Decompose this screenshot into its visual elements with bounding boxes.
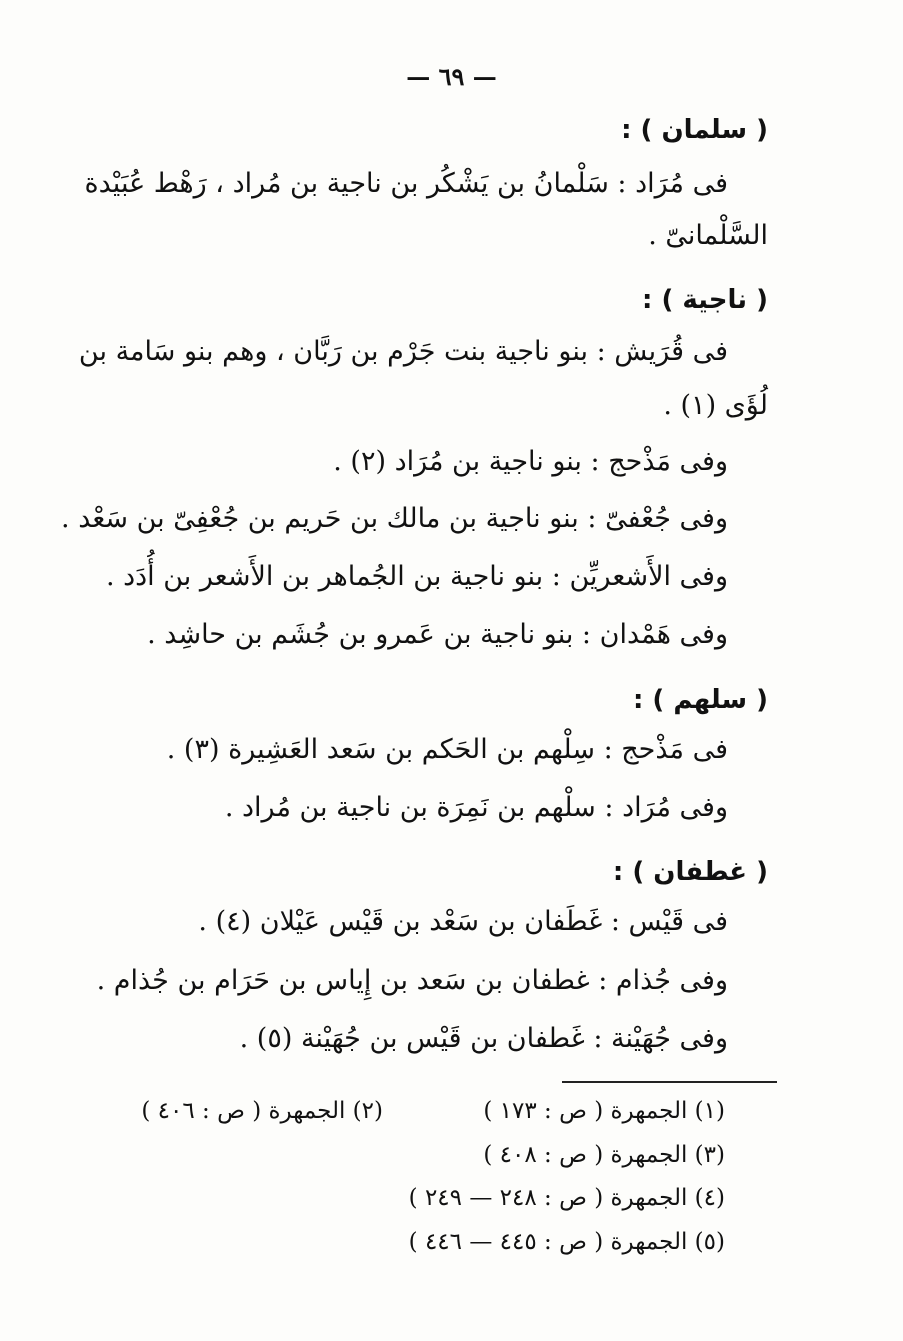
text-line: السَّلْمانىّ .: [648, 220, 768, 251]
text-line: وفى الأَشعريِّن : بنو ناجية بن الجُماهر بن الأَشعر بن أُدَد .: [105, 561, 728, 592]
text-line: فى مَذْحج : سِلْهم بن الحَكم بن سَعد العَشِيرة (٣) .: [166, 734, 728, 765]
text-line: وفى هَمْدان : بنو ناجية بن عَمرو بن جُشَم بن حاشِد .: [147, 619, 728, 650]
footnote-5: (٥) الجمهرة ( ص : ٤٤٥ — ٤٤٦ ): [408, 1229, 725, 1255]
text-line: فى قَيْس : غَطَفان بن سَعْد بن قَيْس عَيْلان (٤) .: [198, 906, 728, 937]
footnote-4: (٤) الجمهرة ( ص : ٢٤٨ — ٢٤٩ ): [408, 1185, 725, 1211]
section-heading-salman: ( سلمان ) :: [621, 115, 768, 145]
footnote-2: (٢) الجمهرة ( ص : ٤٠٦ ): [141, 1098, 383, 1124]
footnote-1: (١) الجمهرة ( ص : ١٧٣ ): [483, 1098, 725, 1124]
text-line: وفى مُرَاد : سلْهم بن نَمِرَة بن ناجية بن مُراد .: [224, 792, 728, 823]
page-number: — ٦٩ —: [406, 62, 497, 91]
text-line: وفى جُذام : غطفان بن سَعد بن إِياس بن حَرَام بن جُذام .: [96, 965, 728, 996]
text-line: لُؤَى (١) .: [663, 390, 768, 421]
text-line: فى مُرَاد : سَلْمانُ بن يَشْكُر بن ناجية بن مُراد ، رَهْط عُبَيْدة: [84, 168, 728, 199]
section-heading-najiya: ( ناجية ) :: [642, 285, 768, 315]
section-heading-salham: ( سلهم ) :: [632, 685, 768, 715]
footnote-3: (٣) الجمهرة ( ص : ٤٠٨ ): [483, 1142, 725, 1168]
text-line: وفى جُعْفىّ : بنو ناجية بن مالك بن حَريم بن جُعْفِىّ بن سَعْد .: [61, 503, 728, 534]
section-heading-ghatafan: ( غطفان ) :: [612, 857, 768, 887]
text-line: وفى مَذْحج : بنو ناجية بن مُرَاد (٢) .: [333, 446, 728, 477]
text-line: وفى جُهَيْنة : غَطفان بن قَيْس بن جُهَيْنة (٥) .: [239, 1023, 728, 1054]
text-line: فى قُرَيش : بنو ناجية بنت جَرْم بن رَبَّان ، وهم بنو سَامة بن: [78, 336, 728, 367]
footnote-separator: [562, 1081, 777, 1083]
